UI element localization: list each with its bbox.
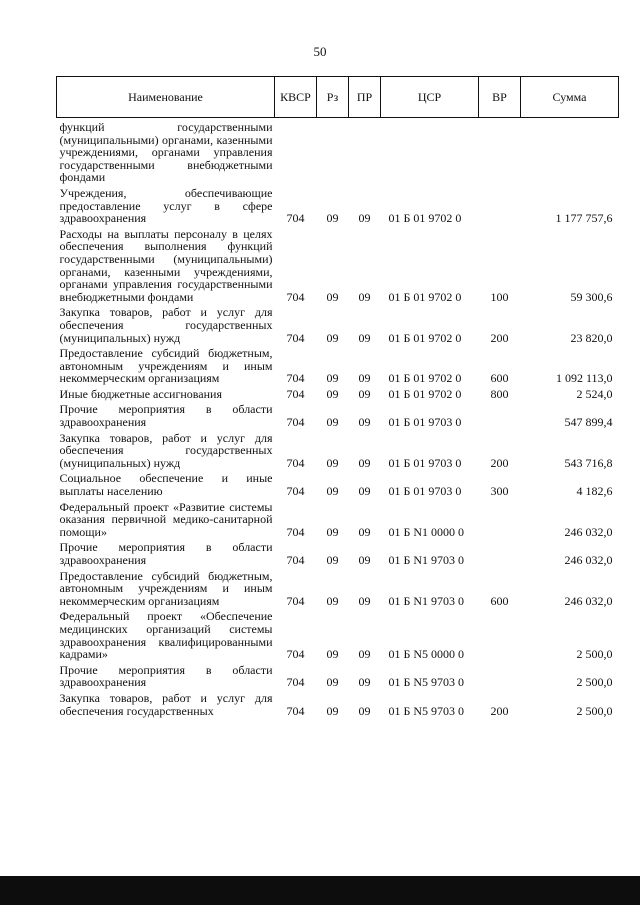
cell-sum: 1 092 113,0 [555,371,613,386]
cell-vr [479,400,521,428]
header-pr: ПР [349,77,381,118]
cell-pr: 09 [358,330,371,345]
table-row [57,538,619,566]
cell-pr: 09 [358,647,371,662]
cell-pr: 09 [358,553,371,567]
cell-sum: 2 524,0 [576,386,613,401]
table-row [57,385,619,401]
cell-csr: 01 Б 01 9703 0 [388,484,462,499]
cell-csr: 01 Б 01 9703 0 [388,455,462,470]
cell-vr [479,607,521,660]
cell-pr: 09 [358,289,371,304]
table-row [57,607,619,660]
table-row [57,498,619,539]
cell-pr: 09 [358,371,371,386]
cell-rz: 09 [326,524,339,539]
cell-rz: 09 [326,415,339,430]
cell-vr: 200 [490,455,509,470]
cell-rz: 09 [326,647,339,662]
cell-vr [479,498,521,539]
cell-name: Прочие мероприятия в области здравоохранения [59,662,273,690]
cell-name: Закупка товаров, работ и услуг для обеспечения государственных [59,690,273,718]
cell-sum: 2 500,0 [576,647,613,662]
cell-vr [479,661,521,689]
cell-kvsr: 704 [286,524,305,539]
cell-name: Расходы на выплаты персоналу в целях обеспечения выполнения функций государственными (муниципальными) органами, казенными учреждениями, органами управления государственными внебюджетными фондами [59,226,273,304]
cell-csr: 01 Б 01 9703 0 [388,415,462,430]
cell-vr [479,538,521,566]
cell-rz [317,118,349,184]
cell-kvsr: 704 [286,484,305,499]
cell-csr: 01 Б N5 9703 0 [388,675,465,690]
cell-pr: 09 [358,211,371,226]
cell-vr: 200 [490,330,509,345]
cell-name: Прочие мероприятия в области здравоохранения [59,540,273,567]
cell-rz: 09 [326,455,339,470]
cell-sum: 23 820,0 [570,330,613,345]
cell-sum: 2 500,0 [576,675,613,690]
cell-csr: 01 Б N1 0000 0 [388,524,465,539]
table-row [57,689,619,717]
cell-csr: 01 Б N5 9703 0 [388,703,465,718]
cell-kvsr: 704 [286,675,305,690]
cell-csr: 01 Б N5 0000 0 [388,647,465,662]
cell-sum: 59 300,6 [570,289,613,304]
cell-pr: 09 [358,524,371,539]
cell-name: Закупка товаров, работ и услуг для обеспечения государственных (муниципальных) нужд [59,430,273,470]
table-body [57,118,619,718]
header-row [57,77,619,118]
cell-name: Прочие мероприятия в области здравоохранения [59,402,273,430]
cell-csr: 01 Б N1 9703 0 [388,553,465,567]
cell-rz: 09 [326,703,339,718]
cell-kvsr: 704 [286,703,305,718]
header-csr: ЦСР [381,77,479,118]
cell-name: функций государственными (муниципальными) органами, казенными учреждениями, органами управления государственными внебюджетными фондами [59,120,273,185]
table-row [57,118,619,184]
cell-csr: 01 Б 01 9702 0 [388,371,462,386]
cell-name: Федеральный проект «Развитие системы оказания первичной медико-санитарной помощи» [59,499,273,539]
header-rz: Рз [317,77,349,118]
table-header [57,77,619,118]
cell-pr: 09 [358,593,371,608]
cell-sum [521,118,619,184]
cell-name: Предоставление субсидий бюджетным, автономным учреждениям и иным некоммерческим организациям [59,346,273,386]
cell-name: Социальное обеспечение и иные выплаты населению [59,471,273,499]
cell-pr: 09 [358,415,371,430]
cell-sum: 1 177 757,6 [555,211,613,226]
cell-csr: 01 Б 01 9702 0 [388,211,462,226]
cell-sum: 246 032,0 [564,593,613,608]
cell-rz: 09 [326,675,339,690]
cell-rz: 09 [326,484,339,499]
table-row [57,429,619,470]
scan-bottom-edge [0,876,640,905]
cell-csr: 01 Б N1 9703 0 [388,593,465,608]
cell-csr: 01 Б 01 9702 0 [388,289,462,304]
cell-csr: 01 Б 01 9702 0 [388,330,462,345]
cell-name: Иные бюджетные ассигнования [59,386,222,401]
cell-name: Учреждения, обеспечивающие предоставление услуг в сфере здравоохранения [59,185,273,226]
cell-kvsr: 704 [286,371,305,386]
cell-rz: 09 [326,593,339,608]
cell-vr [479,118,521,184]
cell-rz: 09 [326,553,339,567]
cell-kvsr: 704 [286,211,305,226]
cell-vr: 100 [490,289,509,304]
table-row [57,344,619,385]
cell-pr: 09 [358,455,371,470]
page-number: 50 [313,44,327,59]
table-row [57,661,619,689]
table-row [57,303,619,344]
cell-kvsr: 704 [286,455,305,470]
cell-sum: 246 032,0 [564,553,613,567]
cell-rz: 09 [326,330,339,345]
header-kvsr: КВСР [275,77,317,118]
cell-kvsr: 704 [286,415,305,430]
cell-kvsr: 704 [286,553,305,567]
cell-vr: 600 [490,593,509,608]
cell-kvsr: 704 [286,386,305,401]
cell-pr [349,118,381,184]
cell-sum: 4 182,6 [576,484,613,499]
table-row [57,469,619,497]
cell-csr [381,118,479,184]
header-name: Наименование [57,77,275,118]
cell-rz: 09 [326,371,339,386]
header-sum: Сумма [521,77,619,118]
cell-sum: 547 899,4 [564,415,613,430]
table-row [57,567,619,608]
cell-sum: 2 500,0 [576,703,613,718]
cell-name: Закупка товаров, работ и услуг для обеспечения государственных (муниципальных) нужд [59,305,273,345]
cell-vr: 800 [490,386,509,401]
cell-pr: 09 [358,386,371,401]
budget-table [56,76,619,717]
cell-name: Федеральный проект «Обеспечение медицинских организаций системы здравоохранения квалифицированными кадрами» [59,609,273,662]
cell-pr: 09 [358,484,371,499]
cell-rz: 09 [326,289,339,304]
table-row [57,400,619,428]
cell-kvsr [275,118,317,184]
cell-rz: 09 [326,211,339,226]
table-row [57,225,619,304]
table-row [57,184,619,225]
cell-kvsr: 704 [286,289,305,304]
cell-vr [479,184,521,225]
header-vr: ВР [479,77,521,118]
cell-kvsr: 704 [286,647,305,662]
cell-pr: 09 [358,675,371,690]
cell-vr: 200 [490,703,509,718]
cell-name: Предоставление субсидий бюджетным, автономным учреждениям и иным некоммерческим организациям [59,568,273,608]
cell-csr: 01 Б 01 9702 0 [388,386,462,401]
cell-kvsr: 704 [286,593,305,608]
cell-vr: 600 [490,371,509,386]
cell-vr: 300 [490,484,509,499]
cell-sum: 246 032,0 [564,524,613,539]
cell-sum: 543 716,8 [564,455,613,470]
cell-pr: 09 [358,703,371,718]
cell-rz: 09 [326,386,339,401]
cell-kvsr: 704 [286,330,305,345]
